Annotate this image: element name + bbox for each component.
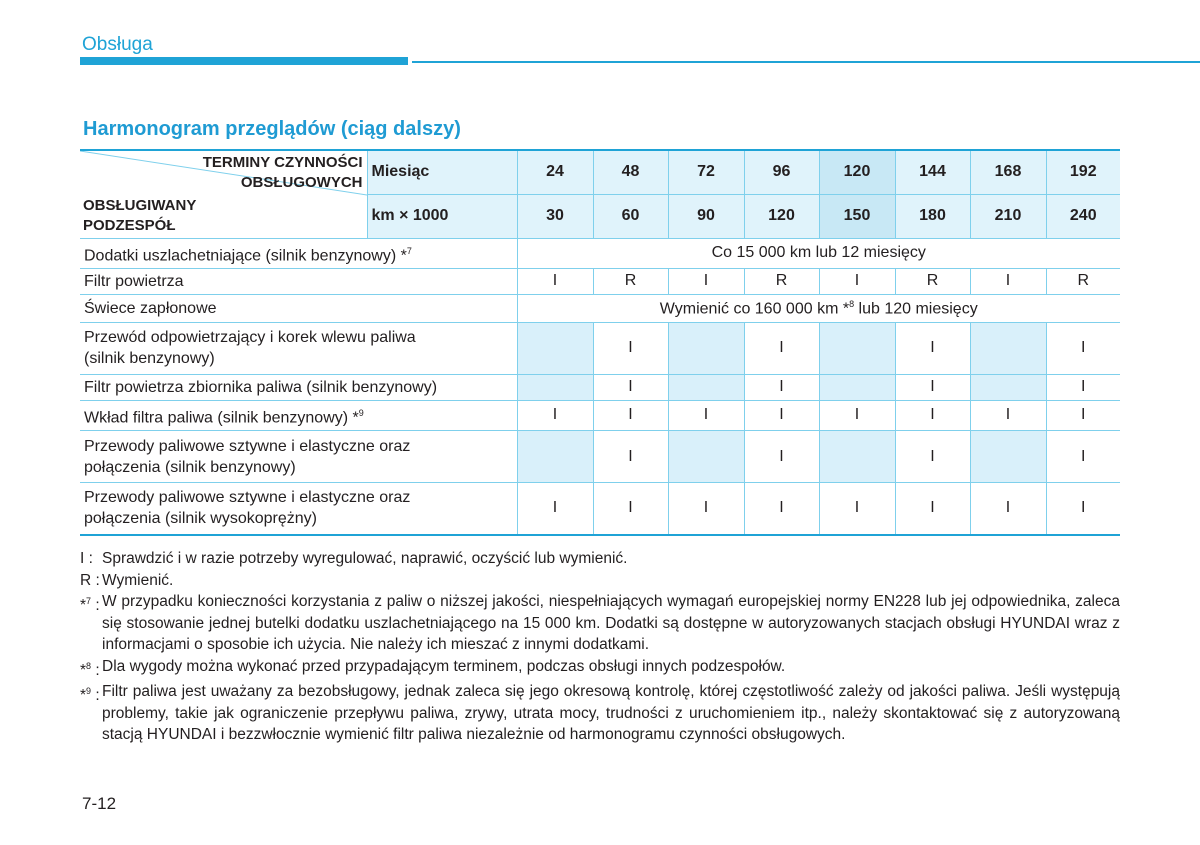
table-cell: I	[593, 431, 668, 483]
table-cell: I	[1046, 483, 1120, 535]
table-cell	[970, 374, 1046, 400]
table-cell: I	[1046, 374, 1120, 400]
month-cell: 168	[970, 150, 1046, 194]
table-cell: I	[593, 374, 668, 400]
footnote-sup: 7	[406, 245, 412, 256]
footnote-text: W przypadku konieczności korzystania z paliw o niższej jakości, niespełniających wymagań europejskiej normy EN228 lub jej odpowiednika, zaleca się stosowanie jednej butelki dodatku uszlachetniającego na 15 000 km. Dodatki są dostępne w autoryzowanych stacjach obsługi HYUNDAI wraz z informacjami o sposobie ich użycia. Nie należy ich mieszać z innymi dodatkami.	[102, 593, 1120, 653]
table-cell: I	[668, 483, 744, 535]
month-cell: 120	[819, 150, 895, 194]
table-cell: I	[517, 268, 593, 294]
row-label-line: połączenia (silnik wysokoprężny)	[84, 510, 317, 528]
table-cell	[668, 374, 744, 400]
interval-span-cell	[517, 294, 1120, 322]
table-cell: I	[744, 431, 819, 483]
row-label	[80, 400, 517, 430]
month-label: Miesiąc	[367, 150, 517, 194]
span-text: lub 120 miesięcy	[854, 299, 978, 317]
table-cell: I	[744, 483, 819, 535]
km-cell: 30	[517, 194, 593, 238]
footnote	[80, 681, 1120, 746]
table-cell: I	[895, 400, 970, 430]
km-cell: 180	[895, 194, 970, 238]
footnote-sup: 8	[849, 298, 855, 309]
footnote-key-text: :	[91, 597, 100, 615]
footnote	[80, 656, 1120, 682]
row-label-line: Przewody paliwowe sztywne i elastyczne oraz	[84, 489, 411, 507]
table-cell	[970, 431, 1046, 483]
footnote-text: Filtr paliwa jest uważany za bezobsługowy, jednak zaleca się jego okresową kontrolę, której częstotliwość zależy od jakości paliwa. Jeśli występują problemy, takie jak ograniczenie przepływu paliwa, zrywy, utrata mocy, trudności z uruchomieniem itp., należy skontaktować się z autoryzowaną stacją HYUNDAI i bezzwłocznie wymienić filtr paliwa niezależnie od harmonogramu czynności obsługowych.	[102, 683, 1120, 744]
footnote-key-text: *	[80, 597, 87, 615]
corner-bottom-line: PODZESPÓŁ	[83, 216, 176, 234]
row-label-line: połączenia (silnik benzynowy)	[84, 458, 296, 476]
page-number: 7-12	[82, 794, 117, 813]
table-corner-header	[80, 150, 367, 238]
table-cell	[668, 322, 744, 374]
table-cell: I	[744, 322, 819, 374]
row-label	[80, 431, 517, 483]
row-label: Świece zapłonowe	[80, 294, 517, 322]
footnote-key-text: :	[91, 661, 100, 679]
km-cell: 90	[668, 194, 744, 238]
table-cell: I	[895, 374, 970, 400]
span-text: Wymienić co 160 000 km *	[659, 299, 850, 317]
footnote	[80, 591, 1120, 656]
table-cell: I	[970, 400, 1046, 430]
footnote-key: R :	[80, 571, 100, 589]
row-label	[80, 238, 517, 268]
footnote	[80, 548, 1120, 570]
footnote-key-text: :	[91, 687, 100, 705]
footnotes	[80, 548, 1120, 746]
corner-bottom-label	[83, 196, 196, 236]
month-cell: 48	[593, 150, 668, 194]
row-label: Filtr powietrza	[80, 268, 517, 294]
table-cell	[668, 431, 744, 483]
month-cell: 144	[895, 150, 970, 194]
footnote-sup: 8	[86, 660, 92, 671]
table-cell	[970, 322, 1046, 374]
footnote-key: I :	[80, 550, 93, 567]
table-cell	[819, 374, 895, 400]
footnote-text: Sprawdzić i w razie potrzeby wyregulować, naprawić, oczyścić lub wymienić.	[102, 550, 628, 567]
maintenance-schedule-table	[80, 149, 1120, 536]
corner-top-line: TERMINY CZYNNOŚCI	[202, 154, 363, 171]
km-cell: 120	[744, 194, 819, 238]
row-label-text: Wkład filtra paliwa (silnik benzynowy) *	[84, 409, 359, 427]
table-cell: I	[668, 400, 744, 430]
header-rule-thick	[80, 57, 408, 65]
footnote-key	[80, 591, 102, 656]
table-cell: I	[895, 431, 970, 483]
row-label-line: Przewody paliwowe sztywne i elastyczne oraz	[84, 437, 411, 455]
footnote-key	[80, 681, 102, 746]
footnote-sup: 9	[86, 686, 92, 697]
table-cell: I	[895, 483, 970, 535]
km-cell: 210	[970, 194, 1046, 238]
table-cell: I	[895, 322, 970, 374]
table-cell	[819, 431, 895, 483]
row-label	[80, 322, 517, 374]
table-cell: I	[1046, 322, 1120, 374]
table-cell: I	[819, 268, 895, 294]
km-cell: 150	[819, 194, 895, 238]
row-label-text: Dodatki uszlachetniające (silnik benzynowy) *	[84, 246, 407, 264]
table-cell: I	[744, 400, 819, 430]
table-cell: I	[1046, 400, 1120, 430]
corner-top-label	[203, 153, 363, 193]
interval-span-cell: Co 15 000 km lub 12 miesięcy	[517, 238, 1120, 268]
row-label-line: Przewód odpowietrzający i korek wlewu paliwa	[84, 329, 416, 347]
table-cell: R	[1046, 268, 1120, 294]
table-cell: I	[517, 400, 593, 430]
table-cell: I	[744, 374, 819, 400]
footnote	[80, 570, 1120, 592]
footnote-text: Wymienić.	[102, 571, 174, 589]
month-cell: 192	[1046, 150, 1120, 194]
section-label: Obsługa	[82, 34, 153, 55]
footnote-sup: 9	[358, 407, 364, 418]
table-cell: I	[970, 483, 1046, 535]
row-label-line: (silnik benzynowy)	[84, 350, 215, 368]
table-cell: I	[1046, 431, 1120, 483]
table-cell: I	[970, 268, 1046, 294]
table-cell: I	[668, 268, 744, 294]
table-cell: R	[593, 268, 668, 294]
footnote-key	[80, 656, 102, 682]
footnote-key-text: *	[80, 687, 87, 705]
table-cell: I	[593, 483, 668, 535]
corner-top-line: OBSŁUGOWYCH	[240, 174, 363, 191]
table-cell: I	[819, 483, 895, 535]
table-cell	[517, 374, 593, 400]
table-cell	[517, 431, 593, 483]
table-cell: I	[593, 322, 668, 374]
row-label: Filtr powietrza zbiornika paliwa (silnik benzynowy)	[80, 374, 517, 400]
km-cell: 240	[1046, 194, 1120, 238]
corner-bottom-line: OBSŁUGIWANY	[83, 196, 197, 214]
table-cell	[517, 322, 593, 374]
table-cell: R	[744, 268, 819, 294]
table-cell	[819, 322, 895, 374]
table-cell: I	[517, 483, 593, 535]
table-cell: I	[819, 400, 895, 430]
month-cell: 24	[517, 150, 593, 194]
footnote-sup: 7	[86, 596, 92, 606]
month-cell: 72	[668, 150, 744, 194]
table-cell: I	[593, 400, 668, 430]
footnote-text: Dla wygody można wykonać przed przypadającym terminem, podczas obsługi innych podzespołów.	[102, 657, 786, 675]
km-label: km × 1000	[367, 194, 517, 238]
table-cell: R	[895, 268, 970, 294]
page-title: Harmonogram przeglądów (ciąg dalszy)	[83, 118, 461, 140]
row-label	[80, 483, 517, 535]
month-cell: 96	[744, 150, 819, 194]
footnote-key-text: *	[80, 661, 87, 679]
km-cell: 60	[593, 194, 668, 238]
header-rule-thin	[412, 61, 1200, 63]
